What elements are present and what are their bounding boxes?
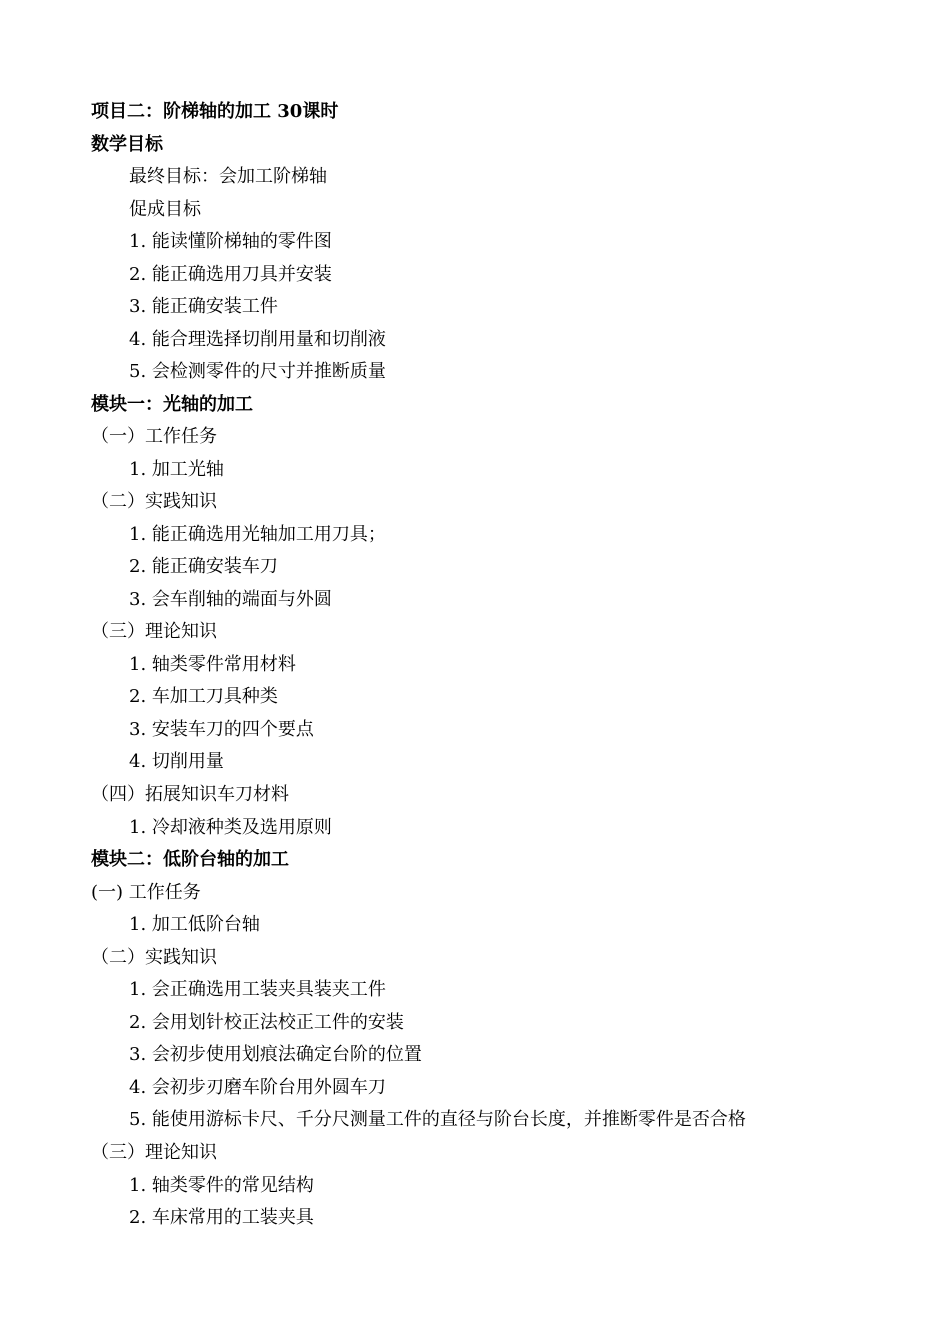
section-heading: （二）实践知识: [91, 491, 217, 512]
goal-item: 3. 能正确安装工件: [129, 296, 278, 317]
list-item: 1. 会正确选用工装夹具装夹工件: [129, 979, 386, 1000]
section-heading: （四）拓展知识车刀材料: [91, 784, 289, 805]
section-heading: （二）实践知识: [91, 947, 217, 968]
project-title: 项目二：阶梯轴的加工 30课时: [91, 101, 339, 122]
list-item: 2. 车加工刀具种类: [129, 686, 278, 707]
final-goal: 最终目标：会加工阶梯轴: [129, 166, 327, 187]
module-heading: 模块二：低阶台轴的加工: [91, 849, 289, 870]
list-item: 1. 加工光轴: [129, 459, 224, 480]
goal-item: 5. 会检测零件的尺寸并推断质量: [129, 361, 386, 382]
teaching-goals-heading: 数学目标: [91, 134, 163, 155]
list-item: 2. 会用划针校正法校正工件的安装: [129, 1012, 404, 1033]
goal-item: 2. 能正确选用刀具并安装: [129, 264, 332, 285]
list-item: 4. 会初步刃磨车阶台用外圆车刀: [129, 1077, 386, 1098]
list-item: 4. 切削用量: [129, 751, 224, 772]
section-heading: （三）理论知识: [91, 1142, 217, 1163]
goal-item: 1. 能读懂阶梯轴的零件图: [129, 231, 332, 252]
enabling-goals-heading: 促成目标: [129, 199, 201, 220]
goal-item: 4. 能合理选择切削用量和切削液: [129, 329, 386, 350]
list-item: 1. 轴类零件常用材料: [129, 654, 296, 675]
list-item: 3. 会车削轴的端面与外圆: [129, 589, 332, 610]
list-item: 3. 会初步使用划痕法确定台阶的位置: [129, 1044, 422, 1065]
list-item: 5. 能使用游标卡尺、千分尺测量工件的直径与阶台长度，并推断零件是否合格: [129, 1109, 746, 1130]
list-item: 1. 冷却液种类及选用原则: [129, 817, 332, 838]
section-heading: （三）理论知识: [91, 621, 217, 642]
module-heading: 模块一：光轴的加工: [91, 394, 253, 415]
section-heading: (一) 工作任务: [91, 882, 201, 903]
list-item: 1. 轴类零件的常见结构: [129, 1175, 314, 1196]
list-item: 2. 车床常用的工装夹具: [129, 1207, 314, 1228]
list-item: 2. 能正确安装车刀: [129, 556, 278, 577]
list-item: 3. 安装车刀的四个要点: [129, 719, 314, 740]
list-item: 1. 能正确选用光轴加工用刀具；: [129, 524, 386, 545]
section-heading: （一）工作任务: [91, 426, 217, 447]
list-item: 1. 加工低阶台轴: [129, 914, 260, 935]
